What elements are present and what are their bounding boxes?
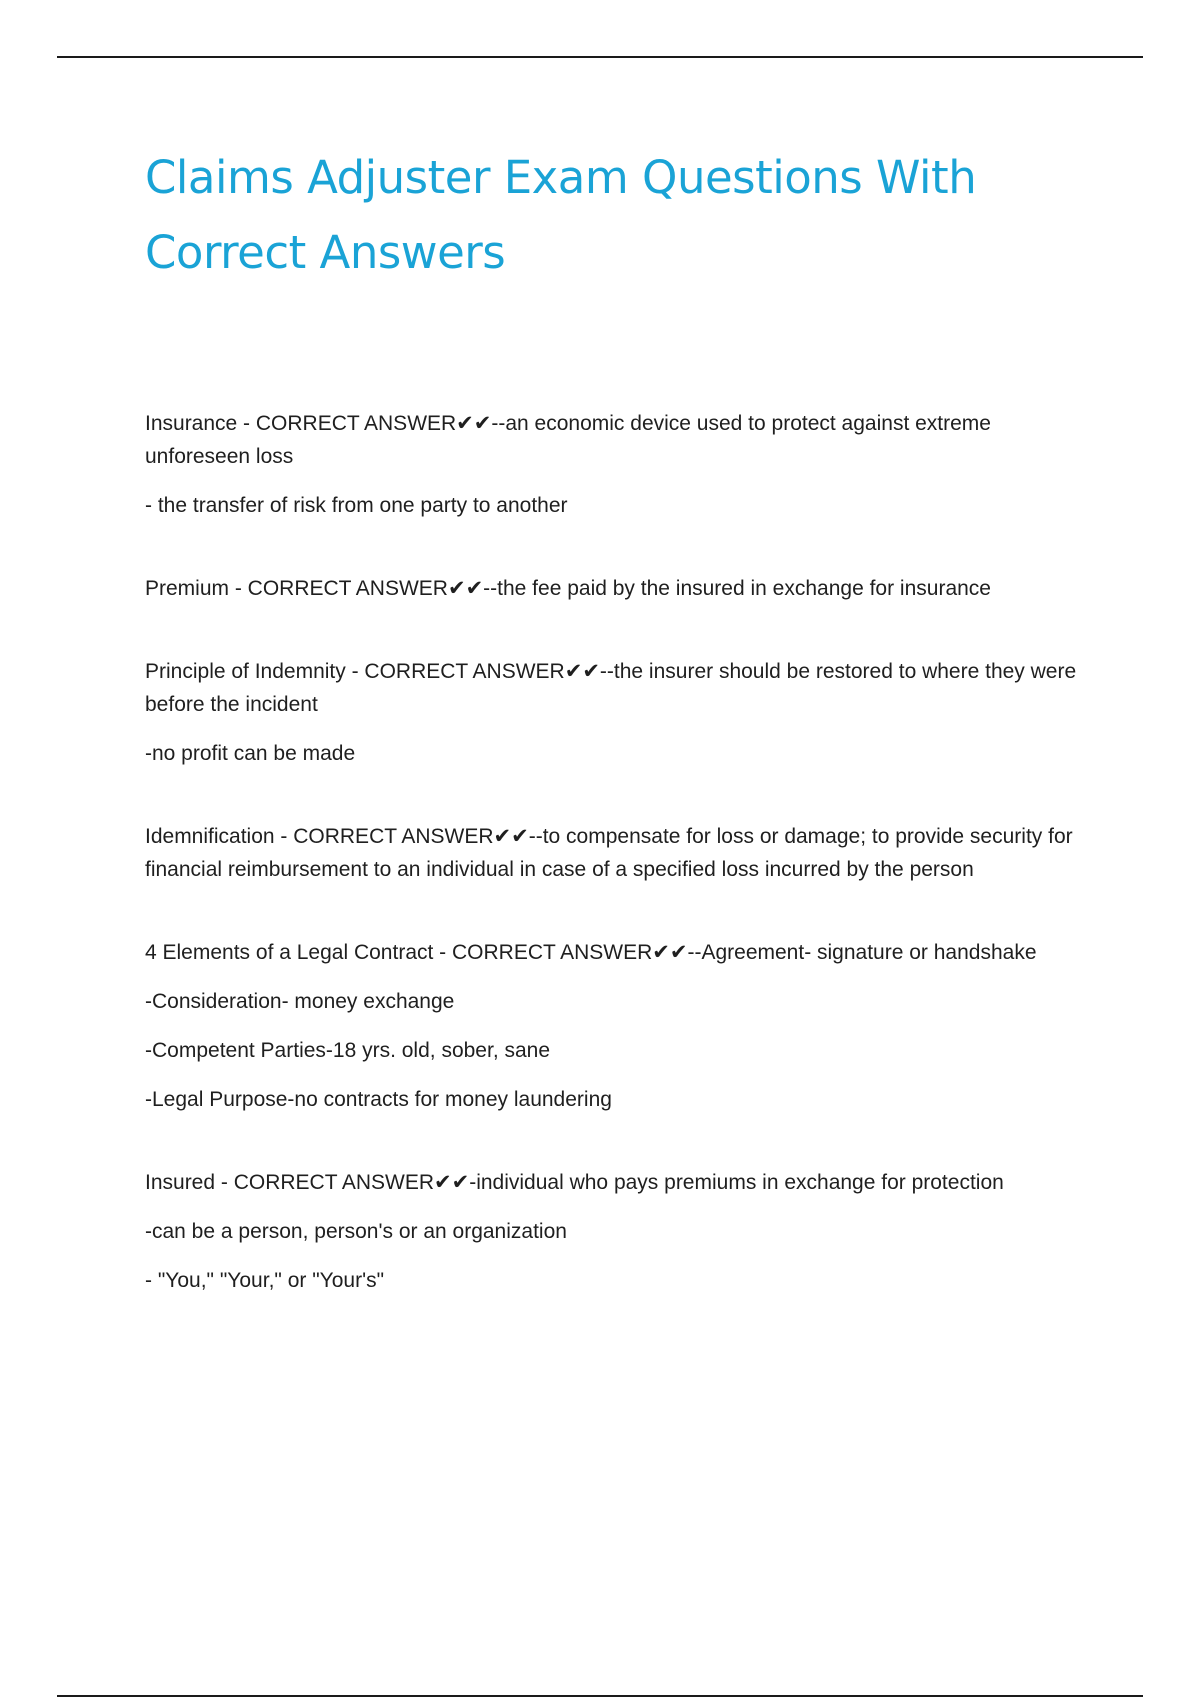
footer-rule xyxy=(57,1695,1143,1697)
entry-text: -can be a person, person's or an organization xyxy=(145,1220,567,1243)
qa-entry-principle-of-indemnity xyxy=(145,655,1095,770)
entry-text: 4 Elements of a Legal Contract - CORRECT ANSWER✔✔--Agreement- signature or handshake xyxy=(145,941,1037,964)
document-body xyxy=(145,140,1095,1347)
document-title xyxy=(145,140,1095,290)
qa-entry-legal-contract xyxy=(145,936,1095,1116)
entry-text: Principle of Indemnity - CORRECT ANSWER✔✔--the insurer should be restored to where they were before the incident xyxy=(145,660,1077,716)
entry-text: - "You," "Your," or "Your's" xyxy=(145,1269,385,1292)
qa-entry-premium xyxy=(145,572,1095,605)
entry-text: -Legal Purpose-no contracts for money laundering xyxy=(145,1088,612,1111)
entry-text: Insurance - CORRECT ANSWER✔✔--an economic device used to protect against extreme unforeseen loss xyxy=(145,412,991,468)
qa-entry-insured xyxy=(145,1166,1095,1297)
entry-text: Idemnification - CORRECT ANSWER✔✔--to compensate for loss or damage; to provide security for financial reimbursement to an individual in case of a specified loss incurred by the person xyxy=(145,825,1073,881)
entry-text: Insured - CORRECT ANSWER✔✔-individual who pays premiums in exchange for protection xyxy=(145,1171,1004,1194)
qa-entry-insurance xyxy=(145,407,1095,522)
entry-text: -Consideration- money exchange xyxy=(145,990,455,1013)
qa-entries xyxy=(145,407,1095,1297)
entry-text: -no profit can be made xyxy=(145,742,356,765)
entry-text: Premium - CORRECT ANSWER✔✔--the fee paid by the insured in exchange for insurance xyxy=(145,577,991,600)
header-rule xyxy=(57,56,1143,58)
qa-entry-idemnification xyxy=(145,820,1095,886)
title-line: Claims Adjuster Exam Questions With xyxy=(145,151,977,204)
title-line: Correct Answers xyxy=(145,226,506,279)
entry-text: -Competent Parties-18 yrs. old, sober, sane xyxy=(145,1039,551,1062)
entry-text: - the transfer of risk from one party to another xyxy=(145,494,568,517)
